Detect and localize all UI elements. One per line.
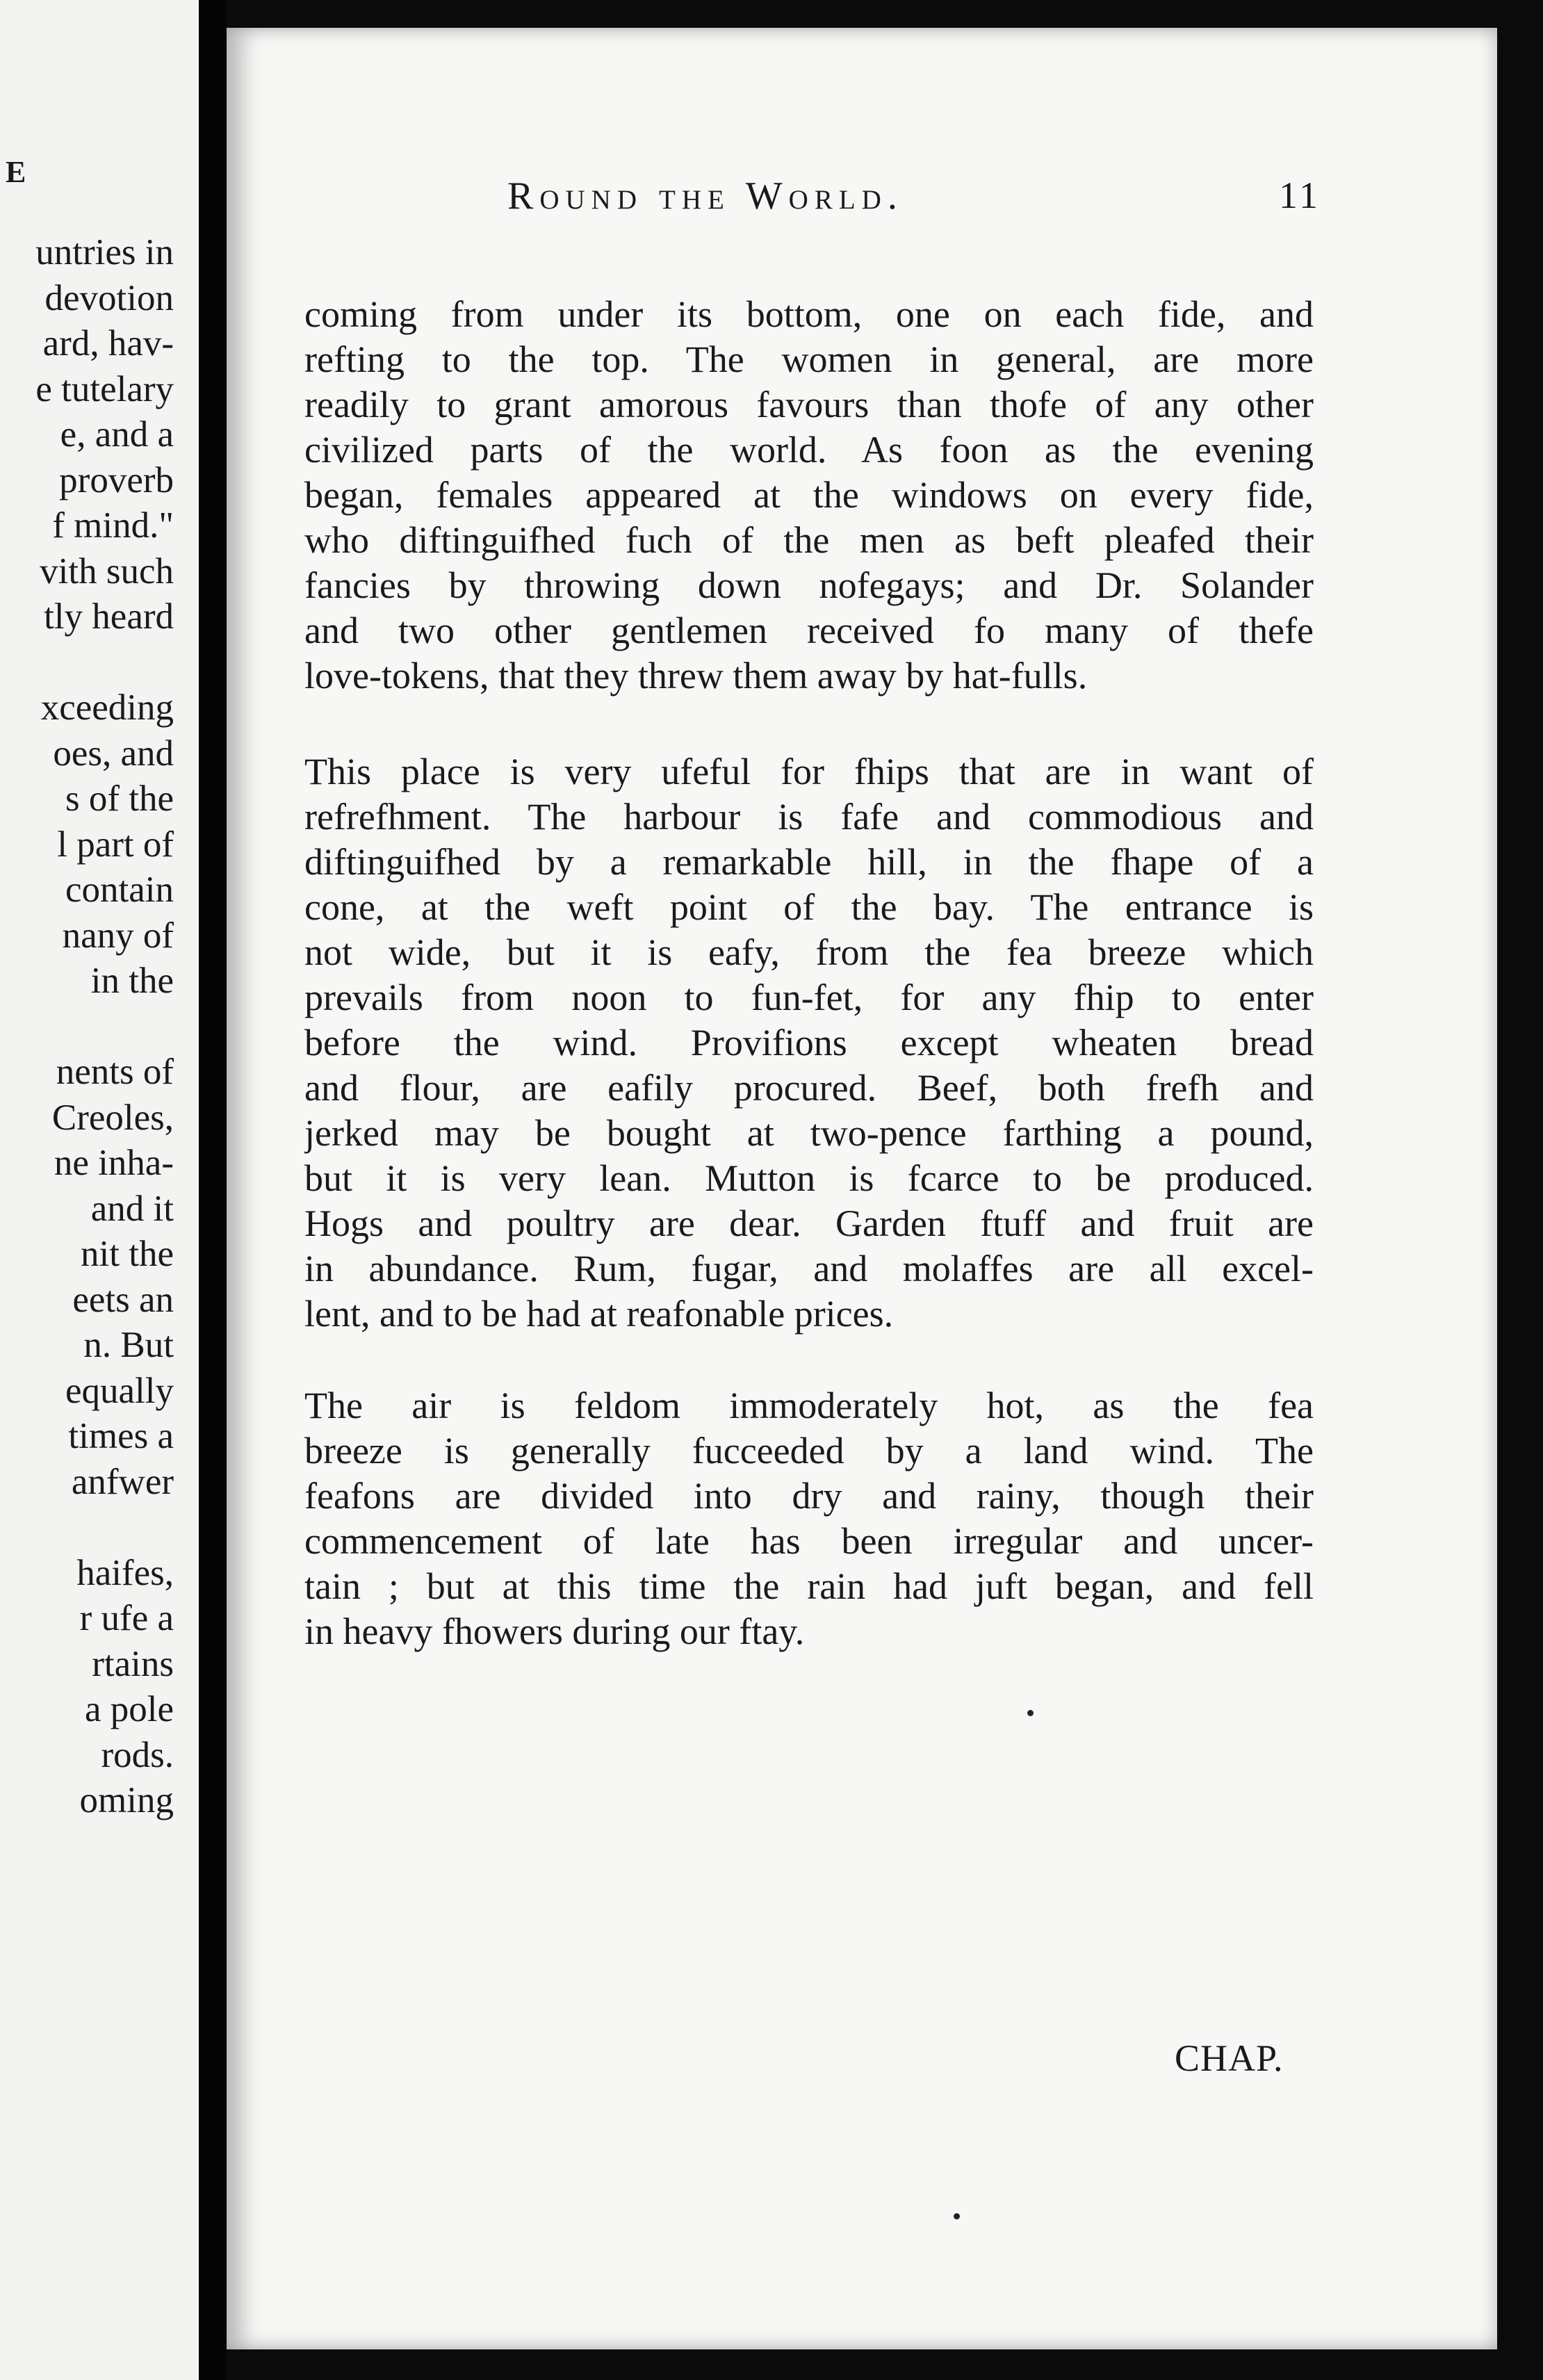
text-line: not wide, but it is eafy, from the fea breeze which — [304, 931, 1314, 973]
text-line: This place is very ufeful for fhips that are in want of — [304, 751, 1314, 792]
text-line: before the wind. Provifions except wheaten bread — [304, 1022, 1314, 1063]
text-line: and two other gentlemen received fo many of thefe — [304, 610, 1314, 651]
facing-page-header-fragment: E — [6, 155, 26, 189]
facing-page-fragment — [0, 0, 199, 2380]
text-line: refting to the top. The women in general, are more — [304, 339, 1314, 380]
paragraph-2 — [304, 749, 1314, 1337]
text-line: love-tokens, that they threw them away by hat-fulls. — [304, 655, 1088, 696]
text-line: lent, and to be had at reafonable prices. — [304, 1293, 894, 1335]
text-line: jerked may be bought at two-pence farthing a pound, — [304, 1112, 1314, 1154]
text-line: cone, at the weft point of the bay. The entrance is — [304, 886, 1314, 928]
ink-speck — [954, 2213, 960, 2219]
text-line: but it is very lean. Mutton is fcarce to be produced. — [304, 1157, 1314, 1199]
text-line: commencement of late has been irregular and uncer- — [304, 1520, 1314, 1562]
facing-page-line: tly heard — [44, 596, 174, 637]
text-line: Hogs and poultry are dear. Garden ftuff and fruit are — [304, 1203, 1314, 1244]
facing-page-line: devotion — [44, 277, 174, 318]
facing-page-line: anfwer — [71, 1461, 174, 1502]
facing-page-line: ne inha- — [54, 1143, 174, 1183]
facing-page-line: oes, and — [53, 733, 174, 774]
facing-page-line: a pole — [84, 1689, 174, 1729]
facing-page-line: xceeding — [40, 687, 174, 728]
text-line: and flour, are eafily procured. Beef, both frefh and — [304, 1067, 1314, 1109]
facing-page-line: vith such — [40, 551, 174, 592]
facing-page-line: ard, hav- — [42, 323, 174, 364]
facing-page-line: oming — [79, 1780, 174, 1820]
facing-page-line: r ufe a — [79, 1598, 174, 1638]
paragraph-1 — [304, 292, 1314, 699]
facing-page-line: n. But — [83, 1325, 174, 1365]
text-line: prevails from noon to fun-fet, for any fhip to enter — [304, 977, 1314, 1018]
text-line: The air is feldom immoderately hot, as the fea — [304, 1385, 1314, 1426]
facing-page-line: times a — [68, 1416, 174, 1456]
page-number: 11 — [1279, 174, 1321, 216]
book-gutter — [199, 0, 227, 2380]
ink-speck — [1027, 1710, 1034, 1716]
facing-page-line: f mind." — [52, 505, 174, 546]
facing-page-line: haifes, — [76, 1552, 174, 1593]
facing-page-line: e, and a — [60, 414, 174, 455]
facing-page-line: rods. — [101, 1734, 174, 1775]
text-line: coming from under its bottom, one on each fide, and — [304, 293, 1314, 335]
facing-page-line: Creoles, — [51, 1097, 174, 1138]
text-line: civilized parts of the world. As foon as the evening — [304, 429, 1314, 471]
facing-page-line: proverb — [59, 459, 174, 500]
catchword: CHAP. — [1175, 2037, 1284, 2079]
facing-page-line: nany of — [62, 915, 174, 956]
facing-page-line: untries in — [35, 232, 174, 272]
facing-page-line: s of the — [65, 779, 174, 819]
facing-page-line: e tutelary — [35, 368, 174, 409]
text-line: feafons are divided into dry and rainy, though their — [304, 1475, 1314, 1517]
facing-page-line: nit the — [81, 1234, 174, 1274]
text-line: tain ; but at this time the rain had juft began, and fell — [304, 1565, 1314, 1607]
running-head-title: Round the World. — [507, 174, 904, 218]
running-head — [278, 174, 1321, 229]
facing-page-line: in the — [90, 961, 174, 1001]
facing-page-line: contain — [65, 870, 174, 910]
facing-page-line: nents of — [56, 1052, 174, 1092]
text-line: who diftinguifhed fuch of the men as beft pleafed their — [304, 519, 1314, 561]
facing-page-line: and it — [90, 1188, 174, 1229]
text-line: readily to grant amorous favours than thofe of any other — [304, 384, 1314, 425]
text-line: began, females appeared at the windows on every fide, — [304, 474, 1314, 516]
facing-page-line: rtains — [92, 1643, 174, 1684]
text-line: in heavy fhowers during our ftay. — [304, 1611, 805, 1652]
paragraph-3 — [304, 1383, 1314, 1654]
text-line: diftinguifhed by a remarkable hill, in the fhape of a — [304, 841, 1314, 883]
text-line: refrefhment. The harbour is fafe and commodious and — [304, 796, 1314, 838]
text-line: breeze is generally fucceeded by a land wind. The — [304, 1430, 1314, 1472]
text-line: in abundance. Rum, fugar, and molaffes are all excel- — [304, 1248, 1314, 1289]
facing-page-line: eets an — [72, 1279, 174, 1320]
text-line: fancies by throwing down nofegays; and Dr. Solander — [304, 564, 1314, 606]
facing-page-line: equally — [65, 1370, 174, 1411]
facing-page-line: l part of — [57, 824, 174, 865]
